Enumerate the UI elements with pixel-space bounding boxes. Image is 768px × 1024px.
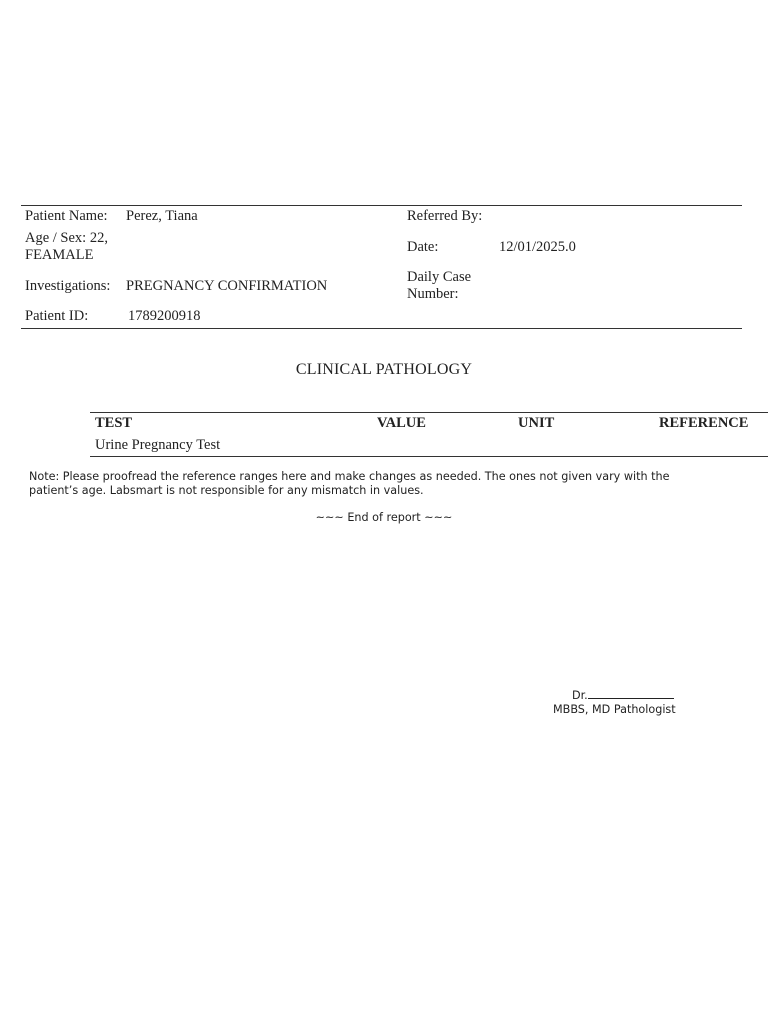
- daily-case-number-label: Daily Case Number:: [407, 269, 472, 302]
- col-header-unit: UNIT: [518, 415, 555, 431]
- info-bottom-rule: [21, 328, 742, 329]
- patient-name-value: Perez, Tiana: [126, 208, 198, 224]
- col-header-test: TEST: [95, 415, 133, 431]
- cell-test: Urine Pregnancy Test: [95, 437, 221, 453]
- col-header-reference: REFERENCE: [659, 415, 749, 431]
- disclaimer-note: Note: Please proofread the reference ranges here and make changes as needed. The ones not given vary with the patient’s age. Labsmart is not responsible for any mismatch in values.: [29, 470, 670, 497]
- age-sex-field: Age / Sex: 22, FEAMALE: [25, 230, 108, 263]
- referred-by-label: Referred By:: [407, 208, 483, 224]
- date-value: 12/01/2025.0: [499, 239, 576, 255]
- section-title: CLINICAL PATHOLOGY: [295, 361, 473, 378]
- signature-prefix: Dr.: [572, 689, 588, 702]
- date-label: Date:: [407, 239, 439, 255]
- col-header-value: VALUE: [377, 415, 426, 431]
- end-of-report: ~~~ End of report ~~~: [315, 511, 453, 524]
- patient-id-value: 1789200918: [128, 308, 201, 324]
- patient-name-label: Patient Name:: [25, 208, 108, 224]
- signature-title: MBBS, MD Pathologist: [553, 703, 676, 716]
- table-bottom-rule: [90, 456, 768, 457]
- investigations-label: Investigations:: [25, 278, 111, 294]
- signature-line: [572, 687, 674, 702]
- table-top-rule: [90, 412, 768, 413]
- patient-id-label: Patient ID:: [25, 308, 89, 324]
- info-top-rule: [21, 205, 742, 206]
- signature-blank: [588, 687, 674, 699]
- investigations-value: PREGNANCY CONFIRMATION: [126, 278, 328, 294]
